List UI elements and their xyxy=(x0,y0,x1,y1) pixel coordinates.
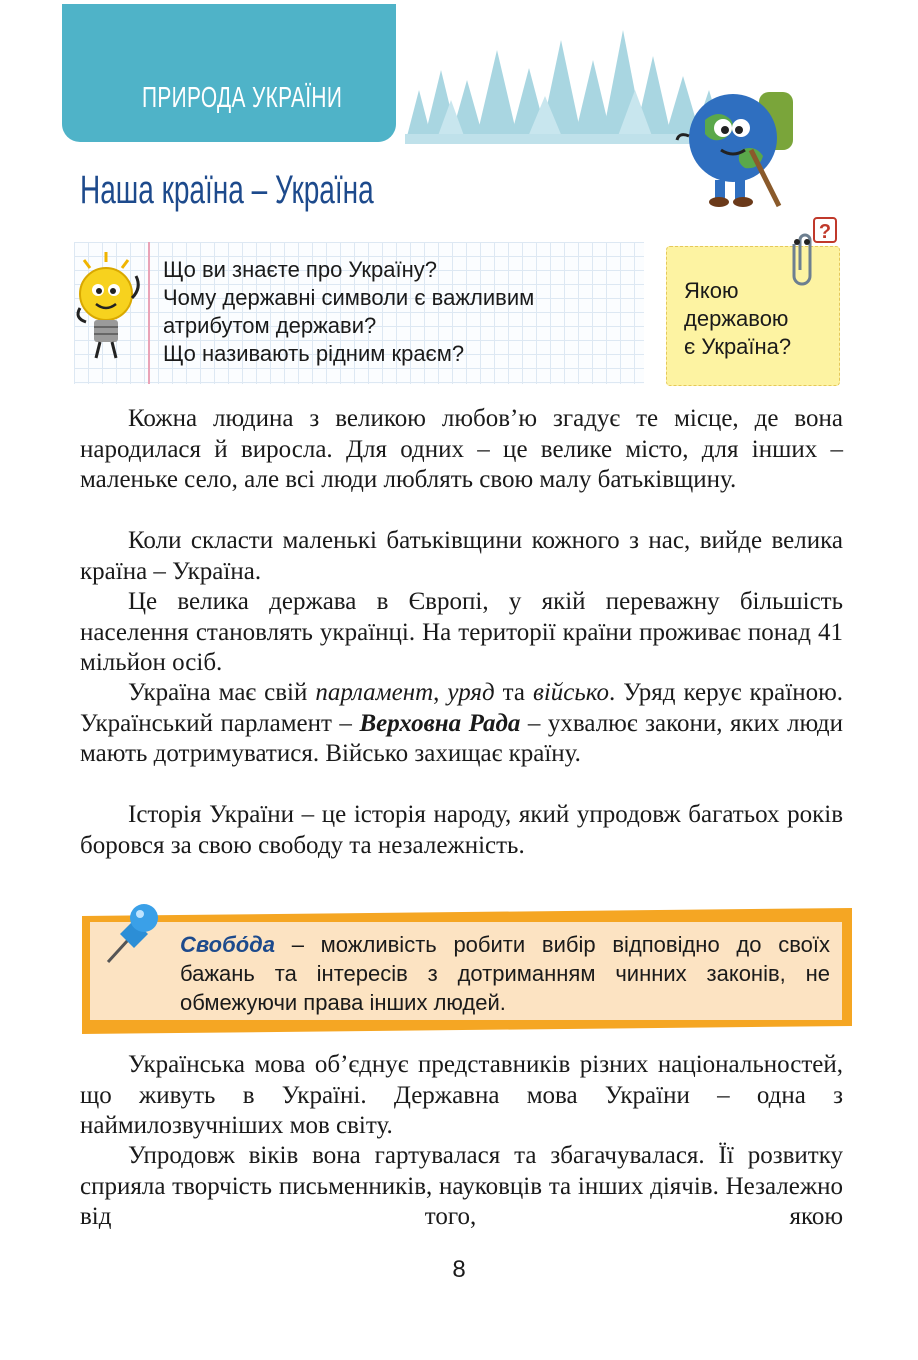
question-item: Чому державні символи є важливим xyxy=(163,285,535,310)
page-number: 8 xyxy=(452,1256,466,1283)
question-item: Що називають рідним краєм? xyxy=(163,341,465,366)
note-line: Якою xyxy=(684,278,739,303)
term-army: військо xyxy=(532,679,609,706)
paragraph: Історія України – це історія народу, який упродовж багатьох років боровся за свою свободу та незалежність. xyxy=(80,801,843,859)
term-parliament: парламент xyxy=(315,679,434,706)
note-line: є Україна? xyxy=(684,334,792,359)
definition-term: Свобо́да xyxy=(180,932,275,957)
paragraph: Упродовж віків вона гартувалася та збагачувалася. Її розвитку сприяла творчість письменників, науковців та інших діячів. Незалежно від того, якою xyxy=(80,1142,843,1230)
paragraph: Україна має свій парламент, уряд та військо. Уряд керує країною. Український парламент – Верховна Рада – ухвалює закони, яких люди мають дотримуватися. Військо захищає країну. xyxy=(80,679,844,767)
term-rada: Верховна Рада xyxy=(359,709,521,737)
questions-list xyxy=(163,256,534,368)
paragraph: Українська мова об’єднує представників різних національностей, що живуть в Україні. Державна мова України – одна з наймилозвучніших мов світу. xyxy=(80,1051,843,1139)
questions-divider xyxy=(148,242,150,384)
paragraph: Кожна людина з великою любов’ю згадує те місце, де вона народилася й виросла. Для одних – це велике місто, для інших – маленьке село, але всі люди люблять свою малу батьківщину. xyxy=(80,405,843,493)
note-line: державою xyxy=(684,306,789,331)
globe-hiker-icon xyxy=(675,80,805,210)
sticky-note-text xyxy=(684,277,834,361)
paragraph: Це велика держава в Європі, у якій переважну більшість населення становлять українці. На території країни проживає понад 41 мільйон осіб. xyxy=(80,588,843,676)
paragraph: Коли скласти маленькі батьківщини кожного з нас, вийде велика країна – Україна. xyxy=(80,527,843,585)
term-government: уряд xyxy=(447,679,495,706)
section-banner xyxy=(62,4,396,142)
question-item: Що ви знаєте про Україну? xyxy=(163,257,438,282)
page-title: Наша країна – Україна xyxy=(80,168,374,212)
question-item: атрибутом держави? xyxy=(163,313,377,338)
section-title: ПРИРОДА УКРАЇНИ xyxy=(142,82,343,114)
lightbulb-mascot-icon xyxy=(72,248,144,366)
question-mark: ? xyxy=(818,221,832,243)
definition-text: Свобо́да – можливість робити вибір відповідно до своїх бажань та інтересів з дотриманням чинних законів, не обмежуючи права інших людей. xyxy=(180,932,830,1015)
pushpin-icon xyxy=(98,900,168,968)
